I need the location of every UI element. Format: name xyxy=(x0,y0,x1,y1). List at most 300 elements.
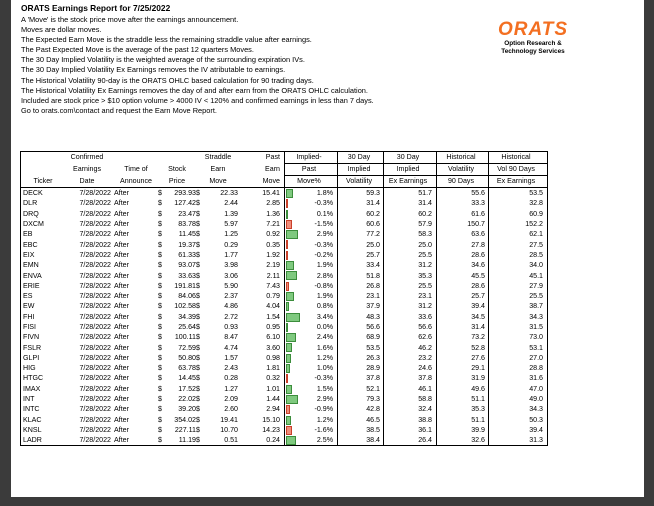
announce-time-cell: After xyxy=(114,230,129,239)
implied-past-move-cell xyxy=(285,415,338,425)
past-move-cell: 14.23 xyxy=(262,425,280,434)
implied-past-move-value: -1.5% xyxy=(314,220,333,229)
implied-vol-ex-earnings-cell: 25.5 xyxy=(384,250,437,260)
table-row xyxy=(21,425,548,435)
implied-vol-ex-earnings-cell: 31.4 xyxy=(384,198,437,208)
announce-time-cell: After xyxy=(114,425,129,434)
stock-price-cell: 84.06 xyxy=(178,292,196,301)
implied-past-move-cell xyxy=(285,250,338,260)
implied-past-move-value: -1.6% xyxy=(314,425,333,434)
ticker-cell: EIX xyxy=(23,250,35,259)
column-header: Past xyxy=(265,153,280,162)
implied-vol-30d-cell: 42.8 xyxy=(338,404,384,414)
currency-symbol: $ xyxy=(196,312,200,321)
column-header: Implied xyxy=(338,164,384,176)
currency-symbol: $ xyxy=(158,292,162,301)
currency-symbol: $ xyxy=(158,240,162,249)
straddle-move-cell: 2.37 xyxy=(224,292,238,301)
implied-vol-30d-cell: 60.6 xyxy=(338,219,384,229)
currency-symbol: $ xyxy=(196,240,200,249)
implied-past-move-cell xyxy=(285,209,338,219)
header-row xyxy=(21,176,548,188)
currency-symbol: $ xyxy=(158,281,162,290)
implied-vol-ex-earnings-cell: 56.6 xyxy=(384,322,437,332)
implied-past-move-bar xyxy=(286,302,289,311)
ticker-cell: DLR xyxy=(23,199,38,208)
currency-symbol: $ xyxy=(196,230,200,239)
currency-symbol: $ xyxy=(158,312,162,321)
implied-vol-ex-earnings-cell: 25.0 xyxy=(384,239,437,249)
column-header: Historical xyxy=(437,152,489,164)
orats-logo-mark: ORATS xyxy=(497,19,569,40)
historical-vol-ex-earnings-cell: 73.0 xyxy=(489,332,548,342)
straddle-move-cell: 0.93 xyxy=(224,323,238,331)
earnings-date-cell: 7/28/2022 xyxy=(79,415,111,424)
straddle-move-cell: 0.28 xyxy=(224,374,238,383)
ticker-cell: ENVA xyxy=(23,271,42,280)
announce-time-cell: After xyxy=(114,209,129,218)
implied-past-move-value: 2.9% xyxy=(316,395,333,404)
historical-vol-90d-cell: 28.6 xyxy=(437,250,489,260)
past-move-cell: 1.44 xyxy=(266,395,280,404)
earnings-date-cell: 7/28/2022 xyxy=(79,209,111,218)
ticker-cell: HIG xyxy=(23,364,36,373)
implied-past-move-bar xyxy=(286,416,291,425)
table-row xyxy=(21,332,548,342)
currency-symbol: $ xyxy=(196,353,200,362)
earnings-table xyxy=(20,151,548,446)
implied-vol-ex-earnings-cell: 23.1 xyxy=(384,291,437,301)
past-move-cell: 0.32 xyxy=(266,374,280,383)
stock-price-cell: 354.02 xyxy=(174,415,196,424)
note-line: Go to orats.com\contact and request the Earn Move Report. xyxy=(21,105,217,115)
earnings-date-cell: 7/28/2022 xyxy=(79,189,111,198)
historical-vol-90d-cell: 51.1 xyxy=(437,394,489,404)
implied-past-move-bar xyxy=(286,251,288,260)
past-move-cell: 4.04 xyxy=(266,302,280,311)
earnings-date-cell: 7/28/2022 xyxy=(79,292,111,301)
announce-time-cell: After xyxy=(114,343,129,352)
historical-vol-90d-cell: 51.1 xyxy=(437,415,489,425)
implied-past-move-cell xyxy=(285,332,338,342)
straddle-move-cell: 5.97 xyxy=(224,220,238,229)
table-row xyxy=(21,342,548,352)
stock-price-cell: 63.78 xyxy=(178,364,196,373)
announce-time-cell: After xyxy=(114,436,129,445)
column-header: Announce xyxy=(111,176,158,188)
past-move-cell: 0.79 xyxy=(266,292,280,301)
note-line: The Expected Earn Move is the straddle less the remaining straddle value after earnings. xyxy=(21,35,312,45)
column-header: Stock xyxy=(168,165,186,173)
implied-vol-ex-earnings-cell: 60.2 xyxy=(384,209,437,219)
past-move-cell: 7.43 xyxy=(266,281,280,290)
implied-past-move-value: 1.5% xyxy=(316,384,333,393)
column-header: Earn xyxy=(210,165,226,173)
implied-vol-30d-cell: 26.3 xyxy=(338,353,384,363)
implied-vol-ex-earnings-cell: 35.3 xyxy=(384,270,437,280)
past-move-cell: 2.19 xyxy=(266,261,280,270)
straddle-move-cell: 2.44 xyxy=(224,199,238,208)
implied-past-move-value: 1.8% xyxy=(316,189,333,198)
currency-symbol: $ xyxy=(158,189,162,198)
earnings-date-cell: 7/28/2022 xyxy=(79,333,111,342)
straddle-move-cell: 10.70 xyxy=(220,425,238,434)
stock-price-cell: 191.81 xyxy=(174,281,196,290)
historical-vol-90d-cell: 27.6 xyxy=(437,353,489,363)
ticker-cell: ERIE xyxy=(23,281,40,290)
column-header: Ticker xyxy=(21,176,64,188)
past-move-cell: 6.10 xyxy=(266,333,280,342)
historical-vol-ex-earnings-cell: 32.8 xyxy=(489,198,548,208)
column-header: Date xyxy=(63,176,111,188)
implied-vol-30d-cell: 26.8 xyxy=(338,281,384,291)
column-header: Implied xyxy=(384,164,437,176)
straddle-move-cell: 22.33 xyxy=(220,189,238,198)
stock-price-cell: 293.93 xyxy=(174,189,196,198)
historical-vol-ex-earnings-cell: 27.9 xyxy=(489,281,548,291)
currency-symbol: $ xyxy=(158,302,162,311)
implied-vol-ex-earnings-cell: 58.8 xyxy=(384,394,437,404)
straddle-move-cell: 2.43 xyxy=(224,364,238,373)
currency-symbol: $ xyxy=(196,250,200,259)
past-move-cell: 3.60 xyxy=(266,343,280,352)
historical-vol-90d-cell: 61.6 xyxy=(437,209,489,219)
implied-vol-30d-cell: 60.2 xyxy=(338,209,384,219)
implied-past-move-value: 2.5% xyxy=(316,436,333,445)
column-header: Price xyxy=(158,176,196,188)
orats-logo xyxy=(473,20,593,55)
implied-past-move-bar xyxy=(286,426,292,435)
currency-symbol: $ xyxy=(196,395,200,404)
announce-time-cell: After xyxy=(114,261,129,270)
earnings-date-cell: 7/28/2022 xyxy=(79,374,111,383)
note-line: The Past Expected Move is the average of the past 12 quarters Moves. xyxy=(21,45,254,55)
implied-past-move-bar xyxy=(286,230,298,239)
historical-vol-ex-earnings-cell: 31.5 xyxy=(489,322,548,332)
past-move-cell: 0.24 xyxy=(266,436,280,445)
currency-symbol: $ xyxy=(158,364,162,373)
implied-past-move-value: 1.9% xyxy=(316,261,333,270)
earnings-date-cell: 7/28/2022 xyxy=(79,384,111,393)
table-row xyxy=(21,239,548,249)
historical-vol-ex-earnings-cell: 34.3 xyxy=(489,312,548,322)
implied-past-move-value: 0.8% xyxy=(316,302,333,311)
ticker-cell: DECK xyxy=(23,189,43,198)
ticker-cell: IMAX xyxy=(23,384,41,393)
implied-vol-ex-earnings-cell: 37.8 xyxy=(384,373,437,383)
historical-vol-90d-cell: 29.1 xyxy=(437,363,489,373)
implied-past-move-bar xyxy=(286,323,288,332)
historical-vol-90d-cell: 55.6 xyxy=(437,188,489,199)
column-header: Historical xyxy=(489,152,548,164)
implied-past-move-value: 1.0% xyxy=(316,364,333,373)
earnings-date-cell: 7/28/2022 xyxy=(79,395,111,404)
column-header: Confirmed xyxy=(70,153,104,162)
implied-vol-30d-cell: 25.7 xyxy=(338,250,384,260)
ticker-cell: HTGC xyxy=(23,374,44,383)
implied-past-move-cell xyxy=(285,425,338,435)
table-row xyxy=(21,260,548,270)
note-line: Moves are dollar moves. xyxy=(21,25,102,35)
implied-past-move-bar xyxy=(286,199,288,208)
implied-past-move-value: 0.1% xyxy=(316,209,333,218)
implied-past-move-value: 2.4% xyxy=(316,333,333,342)
stock-price-cell: 127.42 xyxy=(174,199,196,208)
historical-vol-90d-cell: 34.6 xyxy=(437,260,489,270)
stock-price-cell: 61.33 xyxy=(178,250,196,259)
ticker-cell: INT xyxy=(23,395,35,404)
earnings-date-cell: 7/28/2022 xyxy=(79,302,111,311)
straddle-move-cell: 2.09 xyxy=(224,395,238,404)
implied-vol-30d-cell: 48.3 xyxy=(338,312,384,322)
implied-vol-30d-cell: 68.9 xyxy=(338,332,384,342)
implied-vol-30d-cell: 37.9 xyxy=(338,301,384,311)
historical-vol-90d-cell: 63.6 xyxy=(437,229,489,239)
implied-vol-ex-earnings-cell: 25.5 xyxy=(384,281,437,291)
implied-past-move-cell xyxy=(285,239,338,249)
earnings-date-cell: 7/28/2022 xyxy=(79,312,111,321)
column-header: 90 Days xyxy=(437,176,489,188)
implied-past-move-value: -0.3% xyxy=(314,199,333,208)
ticker-cell: FSLR xyxy=(23,343,42,352)
column-header xyxy=(21,164,64,176)
implied-past-move-bar xyxy=(286,240,288,249)
announce-time-cell: After xyxy=(114,271,129,280)
implied-past-move-cell xyxy=(285,270,338,280)
note-line: Included are stock price > $10 option volume > 4000 IV < 120% and confirmed earnings in less than 7 days. xyxy=(21,95,374,105)
column-header: Earnings xyxy=(73,165,101,173)
straddle-move-cell: 1.57 xyxy=(224,353,238,362)
announce-time-cell: After xyxy=(114,333,129,342)
column-header xyxy=(21,152,64,164)
historical-vol-90d-cell: 39.4 xyxy=(437,301,489,311)
header-row xyxy=(21,164,548,176)
implied-vol-ex-earnings-cell: 31.2 xyxy=(384,301,437,311)
implied-past-move-bar xyxy=(286,364,290,373)
earnings-date-cell: 7/28/2022 xyxy=(79,230,111,239)
stock-price-cell: 39.20 xyxy=(178,405,196,414)
past-move-cell: 2.94 xyxy=(266,405,280,414)
stock-price-cell: 102.58 xyxy=(174,302,196,311)
currency-symbol: $ xyxy=(196,415,200,424)
straddle-move-cell: 8.47 xyxy=(224,333,238,342)
currency-symbol: $ xyxy=(158,343,162,352)
stock-price-cell: 72.59 xyxy=(178,343,196,352)
currency-symbol: $ xyxy=(196,384,200,393)
implied-vol-ex-earnings-cell: 32.4 xyxy=(384,404,437,414)
ticker-cell: EW xyxy=(23,302,35,311)
past-move-cell: 15.10 xyxy=(262,415,280,424)
stock-price-cell: 227.11 xyxy=(174,425,196,434)
ticker-cell: FIVN xyxy=(23,333,40,342)
earnings-date-cell: 7/28/2022 xyxy=(79,436,111,445)
announce-time-cell: After xyxy=(114,323,129,331)
implied-past-move-value: 2.9% xyxy=(316,230,333,239)
earnings-date-cell: 7/28/2022 xyxy=(79,250,111,259)
implied-past-move-bar xyxy=(286,333,296,342)
announce-time-cell: After xyxy=(114,281,129,290)
implied-past-move-cell xyxy=(285,188,338,199)
stock-price-cell: 11.19 xyxy=(178,436,196,445)
implied-past-move-bar xyxy=(286,395,298,404)
currency-symbol: $ xyxy=(158,425,162,434)
currency-symbol: $ xyxy=(196,333,200,342)
past-move-cell: 0.95 xyxy=(266,323,280,331)
straddle-move-cell: 4.86 xyxy=(224,302,238,311)
currency-symbol: $ xyxy=(196,405,200,414)
historical-vol-90d-cell: 31.9 xyxy=(437,373,489,383)
ticker-cell: GLPI xyxy=(23,353,40,362)
historical-vol-90d-cell: 52.8 xyxy=(437,342,489,352)
implied-past-move-cell xyxy=(285,353,338,363)
currency-symbol: $ xyxy=(196,364,200,373)
past-move-cell: 1.36 xyxy=(266,209,280,218)
implied-past-move-cell xyxy=(285,219,338,229)
implied-vol-30d-cell: 79.3 xyxy=(338,394,384,404)
table-row xyxy=(21,384,548,394)
note-line: A 'Move' is the stock price move after the earnings announcement. xyxy=(21,15,239,24)
ticker-cell: ES xyxy=(23,292,33,301)
historical-vol-90d-cell: 28.6 xyxy=(437,281,489,291)
currency-symbol: $ xyxy=(158,405,162,414)
implied-vol-ex-earnings-cell: 51.7 xyxy=(384,188,437,199)
implied-past-move-bar xyxy=(286,210,288,219)
column-header: Volatility xyxy=(338,176,384,188)
implied-vol-30d-cell: 33.4 xyxy=(338,260,384,270)
historical-vol-ex-earnings-cell: 38.7 xyxy=(489,301,548,311)
implied-vol-30d-cell: 56.6 xyxy=(338,322,384,332)
straddle-move-cell: 2.72 xyxy=(224,312,238,321)
stock-price-cell: 23.47 xyxy=(178,209,196,218)
table-row xyxy=(21,291,548,301)
earnings-date-cell: 7/28/2022 xyxy=(79,425,111,434)
straddle-move-cell: 19.41 xyxy=(220,415,238,424)
report-sheet xyxy=(11,0,644,497)
past-move-cell: 1.54 xyxy=(266,312,280,321)
ticker-cell: LADR xyxy=(23,436,42,445)
implied-vol-ex-earnings-cell: 23.2 xyxy=(384,353,437,363)
implied-vol-30d-cell: 25.0 xyxy=(338,239,384,249)
historical-vol-90d-cell: 34.5 xyxy=(437,312,489,322)
earnings-date-cell: 7/28/2022 xyxy=(79,220,111,229)
implied-vol-ex-earnings-cell: 24.6 xyxy=(384,363,437,373)
past-move-cell: 2.11 xyxy=(266,271,280,280)
implied-past-move-value: 1.2% xyxy=(316,415,333,424)
implied-vol-ex-earnings-cell: 62.6 xyxy=(384,332,437,342)
stock-price-cell: 93.07 xyxy=(178,261,196,270)
implied-past-move-value: -0.3% xyxy=(314,240,333,249)
currency-symbol: $ xyxy=(196,323,200,331)
announce-time-cell: After xyxy=(114,405,129,414)
table-row xyxy=(21,229,548,239)
column-header: Move xyxy=(196,176,240,188)
currency-symbol: $ xyxy=(158,436,162,445)
earnings-date-cell: 7/28/2022 xyxy=(79,323,111,331)
ticker-cell: EMN xyxy=(23,261,39,270)
straddle-move-cell: 1.77 xyxy=(224,250,238,259)
implied-past-move-value: 1.2% xyxy=(316,353,333,362)
column-header xyxy=(111,152,158,164)
historical-vol-ex-earnings-cell: 25.5 xyxy=(489,291,548,301)
ticker-cell: FHI xyxy=(23,312,35,321)
ticker-cell: KNSL xyxy=(23,425,42,434)
table-row xyxy=(21,312,548,322)
announce-time-cell: After xyxy=(114,250,129,259)
currency-symbol: $ xyxy=(158,374,162,383)
currency-symbol: $ xyxy=(196,199,200,208)
table-row xyxy=(21,219,548,229)
implied-vol-ex-earnings-cell: 31.2 xyxy=(384,260,437,270)
earnings-date-cell: 7/28/2022 xyxy=(79,353,111,362)
ticker-cell: DRQ xyxy=(23,209,39,218)
currency-symbol: $ xyxy=(158,209,162,218)
stock-price-cell: 83.78 xyxy=(178,220,196,229)
earnings-date-cell: 7/28/2022 xyxy=(79,240,111,249)
announce-time-cell: After xyxy=(114,302,129,311)
historical-vol-ex-earnings-cell: 31.6 xyxy=(489,373,548,383)
stock-price-cell: 14.45 xyxy=(178,374,196,383)
currency-symbol: $ xyxy=(158,261,162,270)
historical-vol-ex-earnings-cell: 60.9 xyxy=(489,209,548,219)
column-header: 30 Day xyxy=(338,152,384,164)
currency-symbol: $ xyxy=(158,333,162,342)
implied-past-move-bar xyxy=(286,436,296,445)
historical-vol-ex-earnings-cell: 53.1 xyxy=(489,342,548,352)
implied-vol-ex-earnings-cell: 38.8 xyxy=(384,415,437,425)
implied-past-move-bar xyxy=(286,374,288,383)
past-move-cell: 15.41 xyxy=(262,189,280,198)
table-row xyxy=(21,188,548,199)
currency-symbol: $ xyxy=(196,302,200,311)
past-move-cell: 1.01 xyxy=(266,384,280,393)
past-move-cell: 1.92 xyxy=(266,250,280,259)
implied-past-move-cell xyxy=(285,198,338,208)
currency-symbol: $ xyxy=(158,230,162,239)
historical-vol-ex-earnings-cell: 28.5 xyxy=(489,250,548,260)
table-row xyxy=(21,435,548,446)
implied-past-move-cell xyxy=(285,435,338,446)
stock-price-cell: 22.02 xyxy=(178,395,196,404)
implied-vol-30d-cell: 38.5 xyxy=(338,425,384,435)
currency-symbol: $ xyxy=(196,261,200,270)
implied-past-move-value: 1.9% xyxy=(316,292,333,301)
announce-time-cell: After xyxy=(114,374,129,383)
implied-past-move-cell xyxy=(285,291,338,301)
implied-vol-ex-earnings-cell: 46.2 xyxy=(384,342,437,352)
column-header: Move xyxy=(240,176,285,188)
historical-vol-90d-cell: 25.7 xyxy=(437,291,489,301)
stock-price-cell: 17.52 xyxy=(178,384,196,393)
historical-vol-ex-earnings-cell: 27.0 xyxy=(489,353,548,363)
implied-past-move-cell xyxy=(285,342,338,352)
implied-past-move-bar xyxy=(286,282,289,291)
announce-time-cell: After xyxy=(114,189,129,198)
table-row xyxy=(21,209,548,219)
historical-vol-ex-earnings-cell: 49.0 xyxy=(489,394,548,404)
historical-vol-90d-cell: 73.2 xyxy=(437,332,489,342)
implied-past-move-bar xyxy=(286,343,292,352)
table-row xyxy=(21,394,548,404)
implied-vol-30d-cell: 59.3 xyxy=(338,188,384,199)
column-header: Ex Earnings xyxy=(384,176,437,188)
currency-symbol: $ xyxy=(158,415,162,424)
implied-vol-ex-earnings-cell: 58.3 xyxy=(384,229,437,239)
table-row xyxy=(21,250,548,260)
stock-price-cell: 34.39 xyxy=(178,312,196,321)
earnings-date-cell: 7/28/2022 xyxy=(79,261,111,270)
historical-vol-ex-earnings-cell: 50.3 xyxy=(489,415,548,425)
column-header: Earn xyxy=(265,165,280,173)
